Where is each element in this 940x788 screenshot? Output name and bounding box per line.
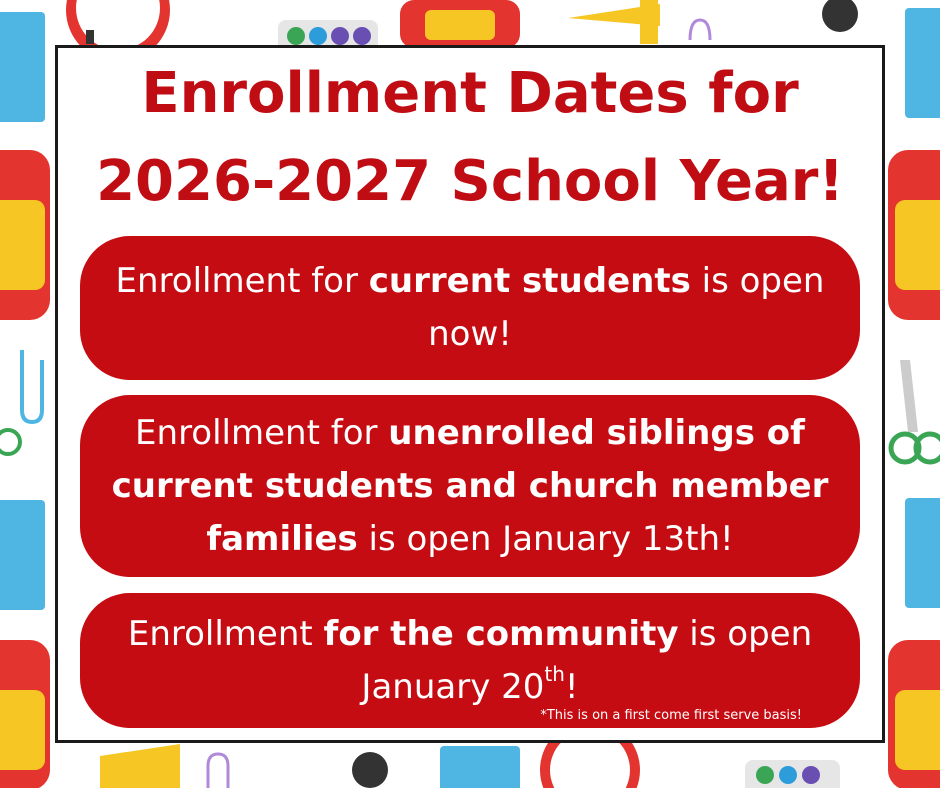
notice-emphasis: unenrolled siblings of <box>388 412 805 453</box>
backpack-icon <box>888 150 940 788</box>
notice-current-students <box>80 236 860 380</box>
notice-community <box>80 593 860 728</box>
notice-line <box>206 513 733 566</box>
notice-line <box>135 407 805 460</box>
notice-line <box>128 608 812 661</box>
notice-text: January 20 <box>361 666 545 707</box>
ruler-icon <box>100 744 180 788</box>
notice-emphasis: for the community <box>323 613 679 654</box>
notice-line <box>361 661 578 714</box>
backpack-icon <box>400 0 520 48</box>
paper-clip-icon <box>690 20 710 40</box>
title-line-2: 2026-2027 School Year! <box>96 149 844 214</box>
notice-emphasis: families <box>206 518 358 559</box>
notice-text: is open <box>690 261 825 301</box>
title-line-1: Enrollment Dates for <box>141 61 799 126</box>
paint-palette-icon <box>745 760 840 788</box>
scissors-icon <box>891 360 940 462</box>
paper-clip-icon <box>208 754 228 788</box>
notice-text: is open January 13th! <box>357 518 734 559</box>
notice-emphasis: current students and church member <box>111 465 829 506</box>
paper-clip-icon <box>0 350 42 454</box>
notice-text: Enrollment <box>127 613 324 654</box>
ruler-icon <box>568 0 660 44</box>
backpack-icon <box>0 150 50 788</box>
notice-line <box>112 460 829 513</box>
notice-text: ! <box>564 666 579 707</box>
notice-emphasis: current students <box>368 261 691 301</box>
first-come-note: *This is on a first come first serve basis! <box>540 708 802 723</box>
notice-siblings-and-church-families <box>80 395 860 577</box>
notice-text: Enrollment for <box>115 261 369 301</box>
push-pin-icon <box>822 0 858 32</box>
notice-line <box>116 255 825 308</box>
page-title <box>0 50 940 226</box>
push-pin-icon <box>352 752 388 788</box>
notice-text: Enrollment for <box>135 412 389 453</box>
notice-line: now! <box>428 314 512 354</box>
ordinal-suffix: th <box>544 662 565 687</box>
notebook-icon <box>440 746 520 788</box>
notice-text: is open <box>678 613 813 654</box>
